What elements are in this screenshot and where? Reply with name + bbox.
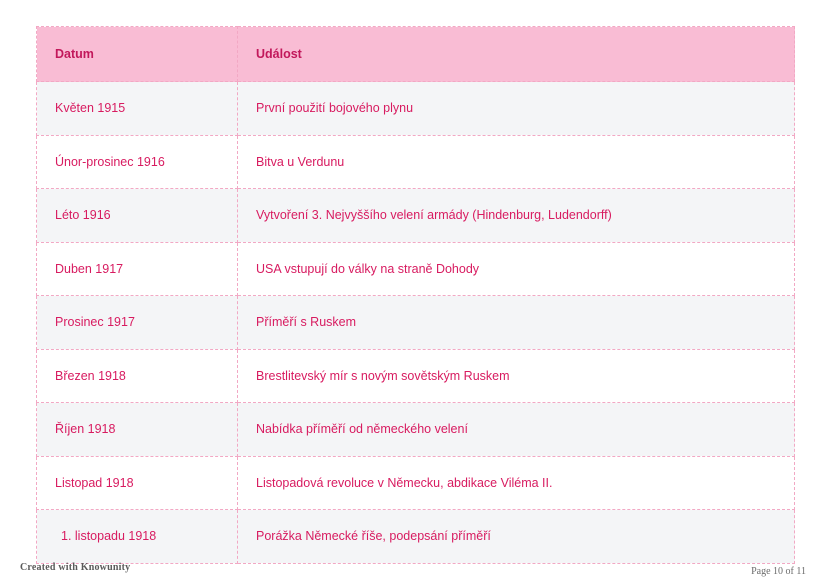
column-header-event-label: Událost: [256, 47, 302, 61]
table-row: [37, 242, 795, 296]
cell-event-text: USA vstupují do války na straně Dohody: [256, 261, 480, 276]
cell-event: [238, 135, 795, 189]
footer-attribution: Created with Knowunity: [20, 562, 131, 573]
cell-date-text: Říjen 1918: [55, 422, 116, 437]
table-row: [37, 349, 795, 403]
cell-event: [238, 510, 795, 564]
cell-date: [37, 456, 238, 510]
cell-date-text: Léto 1916: [55, 208, 111, 223]
table-body: [37, 82, 795, 564]
footer-page-number: Page 10 of 11: [751, 566, 806, 577]
cell-event-text: Vytvoření 3. Nejvyššího velení armády (Hindenburg, Ludendorff): [256, 208, 612, 223]
cell-date-text: Listopad 1918: [55, 475, 134, 490]
cell-event: [238, 82, 795, 136]
column-header-date-label: Datum: [55, 47, 94, 61]
timeline-table-container: [36, 26, 792, 564]
table-row: [37, 296, 795, 350]
cell-event-text: Brestlitevský mír s novým sovětským Ruskem: [256, 368, 510, 383]
cell-date: [37, 403, 238, 457]
cell-date: [37, 189, 238, 243]
cell-event: [238, 189, 795, 243]
cell-event-text: Listopadová revoluce v Německu, abdikace Viléma II.: [256, 475, 553, 490]
table-row: [37, 135, 795, 189]
cell-date-text: Duben 1917: [55, 261, 124, 276]
column-header-date: [37, 27, 238, 82]
cell-event-text: Porážka Německé říše, podepsání příměří: [256, 529, 491, 544]
cell-event-text: Nabídka příměří od německého velení: [256, 422, 468, 437]
cell-event-text: První použití bojového plynu: [256, 101, 414, 116]
cell-event: [238, 242, 795, 296]
table-row: [37, 403, 795, 457]
cell-event: [238, 296, 795, 350]
table-header: [37, 27, 795, 82]
cell-event: [238, 403, 795, 457]
cell-event: [238, 349, 795, 403]
cell-event-text: Příměří s Ruskem: [256, 315, 357, 330]
cell-date: [37, 510, 238, 564]
cell-event-text: Bitva u Verdunu: [256, 154, 345, 169]
table-row: [37, 456, 795, 510]
cell-date-text: Prosinec 1917: [55, 315, 135, 330]
cell-date: [37, 296, 238, 350]
page-footer: [0, 556, 828, 586]
cell-date-text: Březen 1918: [55, 368, 126, 383]
cell-date: [37, 82, 238, 136]
cell-date-text: 1. listopadu 1918: [61, 529, 157, 544]
cell-date: [37, 242, 238, 296]
column-header-event: [238, 27, 795, 82]
cell-event: [238, 456, 795, 510]
table-row: [37, 82, 795, 136]
cell-date: [37, 135, 238, 189]
cell-date-text: Únor-prosinec 1916: [55, 154, 165, 169]
table-row: [37, 189, 795, 243]
timeline-table: [36, 26, 795, 564]
cell-date: [37, 349, 238, 403]
table-header-row: [37, 27, 795, 82]
cell-date-text: Květen 1915: [55, 101, 126, 116]
table-row: [37, 510, 795, 564]
